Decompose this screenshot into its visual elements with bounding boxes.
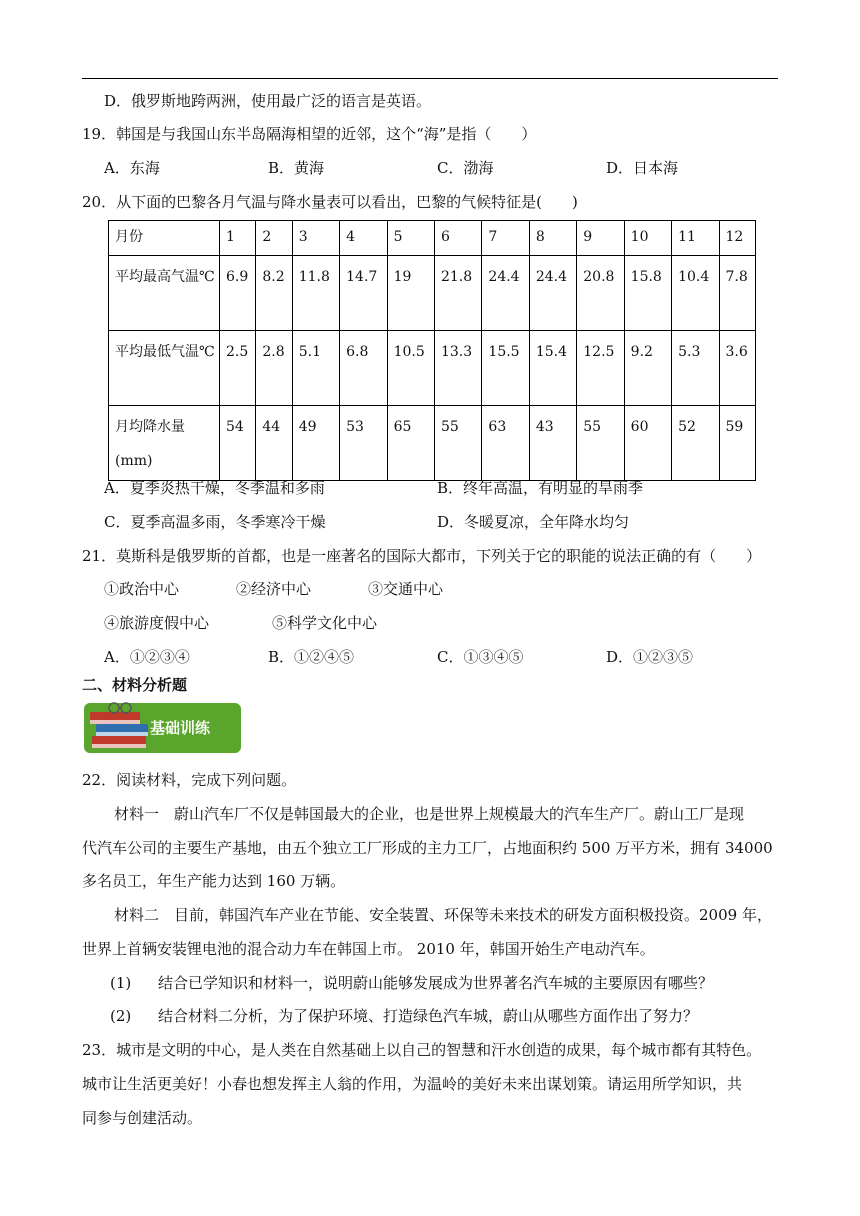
table-cell: 53 <box>340 406 387 481</box>
q20-stem: 20．从下面的巴黎各月气温与降水量表可以看出，巴黎的气候特征是( ) <box>82 193 578 211</box>
month-cell: 2 <box>256 221 292 256</box>
table-header-label: 月份 <box>109 221 220 256</box>
books-icon <box>88 700 158 756</box>
table-cell: 24.4 <box>529 256 576 331</box>
q21-item-1: ①政治中心 <box>104 580 180 598</box>
q22-sub2-text: 结合材料二分析，为了保护环境、打造绿色汽车城，蔚山从哪些方面作出了努力？ <box>158 1007 699 1025</box>
section-title: 二、材料分析题 <box>82 676 188 694</box>
month-cell: 1 <box>220 221 256 256</box>
table-cell: 11.8 <box>292 256 339 331</box>
q22-sub1-number: (1) <box>110 974 132 992</box>
table-cell: 52 <box>672 406 719 481</box>
month-cell: 10 <box>624 221 671 256</box>
q21-option-d: D．①②③⑤ <box>606 648 694 666</box>
row-label: 平均最低气温℃ <box>109 331 220 406</box>
month-cell: 4 <box>340 221 387 256</box>
table-cell: 8.2 <box>256 256 292 331</box>
q22-material2-line: 世界上首辆安装锂电池的混合动力车在韩国上市。 2010 年，韩国开始生产电动汽车。 <box>82 940 655 958</box>
table-cell: 2.5 <box>220 331 256 406</box>
month-cell: 5 <box>387 221 434 256</box>
q19-option-c: C．渤海 <box>437 159 494 177</box>
month-cell: 8 <box>529 221 576 256</box>
q22-material2-line: 材料二 目前，韩国汽车产业在节能、安全装置、环保等未来技术的研发方面积极投资。2009 年， <box>114 906 772 924</box>
q21-item-5: ⑤科学文化中心 <box>272 614 378 632</box>
month-cell: 3 <box>292 221 339 256</box>
q21-item-3: ③交通中心 <box>368 580 444 598</box>
q23-line: 同参与创建活动。 <box>82 1109 203 1127</box>
q21-option-a: A．①②③④ <box>104 648 190 666</box>
table-row-min-temp <box>109 331 756 406</box>
table-cell: 15.4 <box>529 331 576 406</box>
table-cell: 21.8 <box>434 256 481 331</box>
table-header-row <box>109 221 756 256</box>
table-cell: 60 <box>624 406 671 481</box>
table-row-max-temp <box>109 256 756 331</box>
table-cell: 14.7 <box>340 256 387 331</box>
table-cell: 12.5 <box>577 331 624 406</box>
q20-option-c: C．夏季高温多雨，冬季寒冷干燥 <box>104 513 326 531</box>
q22-stem: 22．阅读材料，完成下列问题。 <box>82 771 297 789</box>
q21-item-2: ②经济中心 <box>236 580 312 598</box>
q22-material1-line: 代汽车公司的主要生产基地，由五个独立工厂形成的主力工厂，占地面积约 500 万平方米，拥有 34000 <box>82 839 773 857</box>
q18-option-d: D．俄罗斯地跨两洲，使用最广泛的语言是英语。 <box>104 92 432 110</box>
q20-option-d: D．冬暖夏凉，全年降水均匀 <box>437 513 630 531</box>
table-cell: 3.6 <box>719 331 755 406</box>
table-cell: 5.3 <box>672 331 719 406</box>
month-cell: 12 <box>719 221 755 256</box>
q22-sub1-text: 结合已学知识和材料一，说明蔚山能够发展成为世界著名汽车城的主要原因有哪些？ <box>158 974 714 992</box>
table-cell: 43 <box>529 406 576 481</box>
q19-option-b: B．黄海 <box>268 159 325 177</box>
table-cell: 10.5 <box>387 331 434 406</box>
q19-option-d: D．日本海 <box>606 159 679 177</box>
q21-item-4: ④旅游度假中心 <box>104 614 210 632</box>
q22-sub2-number: (2) <box>110 1007 132 1025</box>
q20-option-a: A．夏季炎热干燥，冬季温和多雨 <box>104 479 325 497</box>
q19-option-a: A．东海 <box>104 159 160 177</box>
table-cell: 5.1 <box>292 331 339 406</box>
table-cell: 15.8 <box>624 256 671 331</box>
q21-option-c: C．①③④⑤ <box>437 648 524 666</box>
header-rule <box>82 78 778 79</box>
month-cell: 9 <box>577 221 624 256</box>
table-cell: 49 <box>292 406 339 481</box>
table-cell: 6.9 <box>220 256 256 331</box>
table-cell: 55 <box>434 406 481 481</box>
table-cell: 15.5 <box>482 331 529 406</box>
q20-option-b: B．终年高温，有明显的旱雨季 <box>437 479 644 497</box>
table-cell: 6.8 <box>340 331 387 406</box>
table-cell: 13.3 <box>434 331 481 406</box>
table-cell: 63 <box>482 406 529 481</box>
table-cell: 10.4 <box>672 256 719 331</box>
badge-label: 基础训练 <box>150 719 211 737</box>
q22-material1-line: 多名员工，年生产能力达到 160 万辆。 <box>82 872 346 890</box>
q23-line: 23．城市是文明的中心，是人类在自然基础上以自己的智慧和汗水创造的成果，每个城市都有其特色。 <box>82 1041 762 1059</box>
q21-stem: 21．莫斯科是俄罗斯的首都，也是一座著名的国际大都市，下列关于它的职能的说法正确的有（ ） <box>82 547 762 565</box>
table-cell: 54 <box>220 406 256 481</box>
table-cell: 9.2 <box>624 331 671 406</box>
row-label: 平均最高气温℃ <box>109 256 220 331</box>
month-cell: 11 <box>672 221 719 256</box>
table-cell: 24.4 <box>482 256 529 331</box>
q22-material1-line: 材料一 蔚山汽车厂不仅是韩国最大的企业，也是世界上规模最大的汽车生产厂。蔚山工厂是现 <box>114 805 745 823</box>
q19-stem: 19．韩国是与我国山东半岛隔海相望的近邻，这个“海”是指（ ） <box>82 125 537 143</box>
paris-climate-table <box>108 220 756 481</box>
q23-line: 城市让生活更美好！小春也想发挥主人翁的作用，为温岭的美好未来出谋划策。请运用所学知识，共 <box>82 1075 743 1093</box>
month-cell: 6 <box>434 221 481 256</box>
table-cell: 20.8 <box>577 256 624 331</box>
table-cell: 59 <box>719 406 755 481</box>
table-cell: 7.8 <box>719 256 755 331</box>
table-cell: 19 <box>387 256 434 331</box>
month-cell: 7 <box>482 221 529 256</box>
table-cell: 55 <box>577 406 624 481</box>
table-cell: 2.8 <box>256 331 292 406</box>
row-label: 月均降水量(mm) <box>109 406 220 481</box>
table-cell: 65 <box>387 406 434 481</box>
q21-option-b: B．①②④⑤ <box>268 648 355 666</box>
table-cell: 44 <box>256 406 292 481</box>
table-row-precip <box>109 406 756 481</box>
